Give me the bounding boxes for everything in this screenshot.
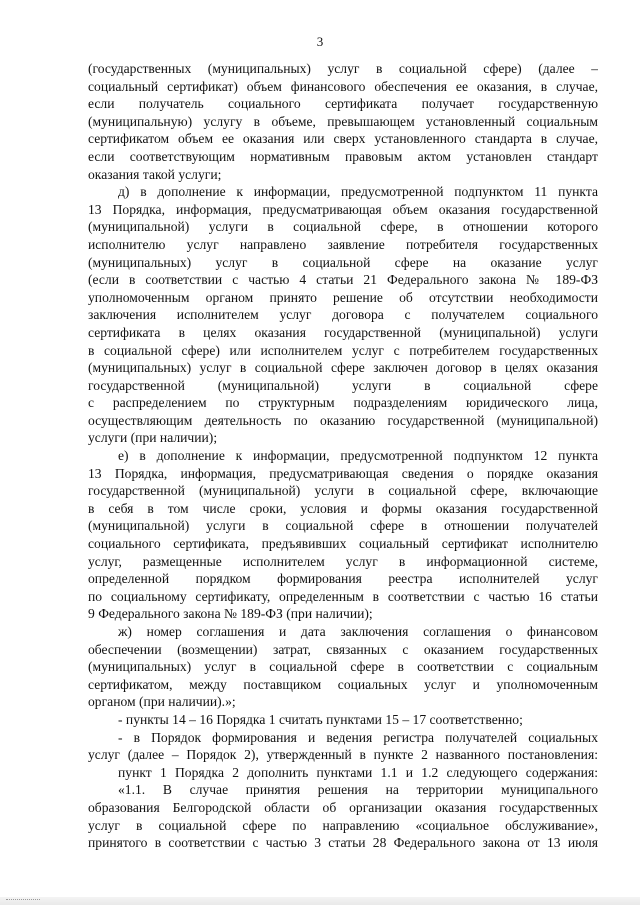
scan-bottom-edge [0,897,640,905]
text-line: - в Порядок формирования и ведения регистра получателей социальных [118,729,598,745]
text-line: в социальной сфере) или исполнителем услуг с потребителем государственных [88,342,598,358]
text-line: если соответствующим нормативным правовым актом установлен стандарт [88,148,598,164]
text-line: (муниципальную) услугу в объеме, превышающем установленный социальным [88,113,598,129]
text-line: государственной (муниципальной) услуги в социальной сфере [88,377,598,393]
text-line: обеспечении (возмещении) затрат, связанных с оказанием государственных [88,641,598,657]
scan-mark [6,899,40,903]
text-line: 13 Порядка, информация, предусматривающая объем оказания государственной [88,201,598,217]
text-line: социальный сертификат) объем финансового обеспечения ее оказания, в случае, [88,78,598,94]
text-line: (муниципальной) услуги в социальной сфере, в отношении которого [88,219,598,235]
document-body [88,60,598,852]
text-line: 13 Порядка, информация, предусматривающая сведения о порядке оказания [88,465,598,481]
text-line: услуг, размещенные исполнителем услуг в информационной системе, [88,553,598,569]
text-line: социального сертификата, предъявивших социальный сертификат исполнителю [88,536,598,552]
text-line: сертификатом, между поставщиком социальных услуг и уполномоченным [88,676,598,692]
text-line: исполнителю услуг направлено заявление потребителя государственных [88,236,598,252]
text-line: государственной (муниципальной) услуги в социальной сфере, включающие [88,483,598,499]
text-line: осуществляющим деятельность по оказанию государственной (муниципальной) [88,412,598,428]
text-line: заключения исполнителем услуг договора с получателем социального [88,307,598,323]
text-line: определенной порядком формирования реестра исполнителей услуг [88,571,598,587]
text-line: (если в соответствии с частью 4 статьи 21 Федерального закона № 189-ФЗ [88,272,598,288]
text-line: сертификатом объем ее оказания или сверх установленного стандарта в случае, [88,131,598,147]
page-number: 3 [316,34,324,49]
text-line: (государственных (муниципальных) услуг в социальной сфере) (далее – [88,61,598,76]
text-line: ж) номер соглашения и дата заключения соглашения о финансовом [118,624,598,639]
text-line: е) в дополнение к информации, предусмотренной подпунктом 12 пункта [118,448,598,464]
text-line: (муниципальных) услуг в социальной сфере на оказание услуг [88,254,598,270]
text-line: по социальному сертификату, определенным в соответствии с частью 16 статьи [88,588,598,604]
text-line: образования Белгородской области об организации оказания государственных [88,799,598,815]
text-line: (муниципальной) услуги в социальной сфере в отношении получателей [88,518,598,534]
text-line: пункт 1 Порядка 2 дополнить пунктами 1.1 и 1.2 следующего содержания: [118,764,598,780]
text-line: уполномоченным органом принято решение об отсутствии необходимости [88,289,598,305]
text-line: (муниципальных) услуг в социальной сфере в соответствии с социальным [88,659,598,675]
text-line: д) в дополнение к информации, предусмотренной подпунктом 11 пункта [118,184,598,200]
text-line: - пункты 14 – 16 Порядка 1 считать пунктами 15 – 17 соответственно; [118,711,523,727]
text-line: оказания такой услуги; [88,166,222,182]
text-line: принятого в соответствии с частью 3 статьи 28 Федерального закона от 13 июля [88,835,598,851]
text-line: если получатель социального сертификата получает государственную [88,96,598,112]
text-line: с распределением по структурным подразделениям юридического лица, [88,395,598,411]
text-line: «1.1. В случае принятия решения на территории муниципального [118,782,598,798]
text-line: 9 Федерального закона № 189-ФЗ (при наличии); [88,606,373,622]
text-line: услуг в социальной сфере по направлению «социальное обслуживание», [88,817,598,833]
text-line: услуги (при наличии); [88,430,218,446]
text-line: в себя в том числе сроки, условия и формы оказания государственной [88,500,598,516]
text-line: услуг (далее – Порядок 2), утвержденный в пункте 2 названного постановления: [88,747,598,763]
text-line: (муниципальных) услуг в социальной сфере заключен договор в целях оказания [88,360,598,376]
text-line: органом (при наличии).»; [88,694,236,710]
text-line: сертификата в целях оказания государственной (муниципальной) услуги [88,324,598,340]
